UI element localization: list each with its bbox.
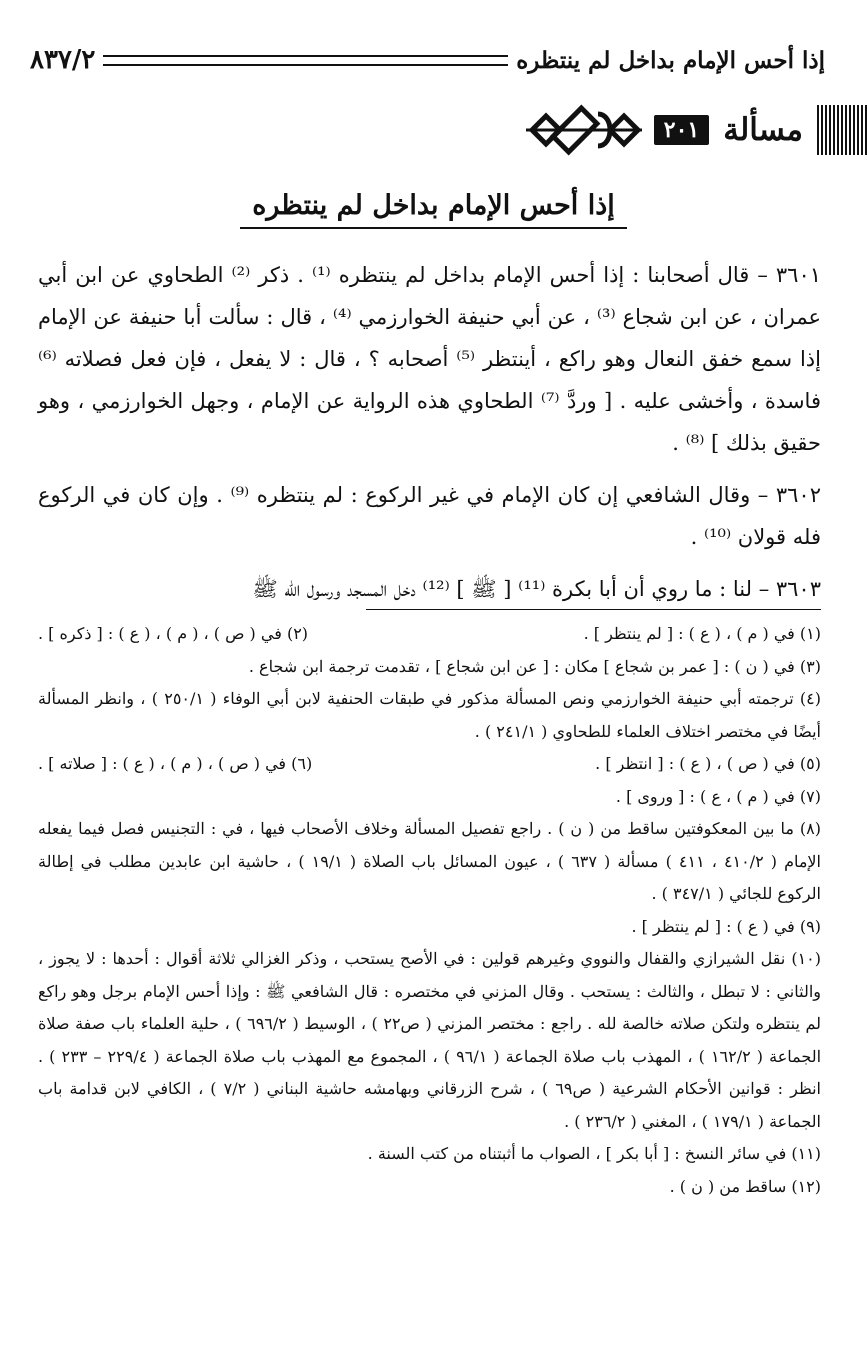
footnote-3: (٣) في ( ن ) : [ عمر بن شجاع ] مكان : [ عن ابن شجاع ] ، تقدمت ترجمة ابن شجاع . (248, 656, 821, 676)
footnote-row (38, 618, 821, 651)
section-banner (505, 100, 867, 160)
footnote-5: (٥) في ( ص ) ، ( ع ) : [ انتظر ] . (595, 754, 821, 773)
hatch-ornament-icon (817, 105, 867, 155)
footnotes (38, 618, 821, 1203)
footnote-1: (١) في ( م ) ، ( ع ) : [ لم ينتظر ] . (583, 624, 821, 643)
chapter-title (0, 190, 867, 229)
footnote-12: (١٢) ساقط من ( ن ) . (669, 1176, 821, 1196)
footnote-9: (٩) في ( ع ) : [ لم ينتظر ] . (631, 916, 821, 936)
paragraph-3602: ٣٦٠٢ – وقال الشافعي إن كان الإمام في غير الركوع : لم ينتظره ⁽⁹⁾ . وإن كان في الركوع فله قولان ⁽¹⁰⁾ . (38, 483, 821, 549)
interlace-ornament-icon (524, 102, 644, 158)
main-text (38, 254, 821, 620)
chapter-title-text: إذا أحس الإمام بداخل لم ينتظره (240, 190, 626, 229)
running-title: إذا أحس الإمام بداخل لم ينتظره (516, 46, 825, 74)
header-rule (103, 55, 508, 66)
footnote-11: (١١) في سائر النسخ : [ أبا بكر ] ، الصواب ما أثبتناه من كتب السنة . (367, 1144, 821, 1163)
footnote-4: (٤) ترجمته أبي حنيفة الخوارزمي ونص المسألة مذكور في طبقات الحنفية لابن أبي الوفاء ( ٢٥٠/١ ) ، وانظر المسألة أيضًا في مختصر اختلاف العلماء للطحاوي ( ٢٤١/١ ) . (38, 689, 822, 741)
running-header (30, 38, 825, 82)
footnote-separator (366, 609, 821, 610)
banner-label: مسألة (723, 112, 803, 148)
footnote-10: (١٠) نقل الشيرازي والقفال والنووي وغيرهم قولين : في الأصح يستحب ، وذكر الغزالي ثلاثة أقوال : أحدها : لا يجوز ، والثاني : لا تبطل ، والثالث : يستحب . وقال المزني في مختصره : قال الشافعي ﷺ : وإذا أحس الإمام برجل وهو راكع لم ينتظره ولتكن صلاته خالصة لله . راجع : مختصر المزني ( ص٢٢ ) ، الوسيط ( ٦٩٦/٢ ) ، حلية العلماء باب صفة صلاة الجماعة ( ١٦٢/٢ ) ، المهذب باب صلاة الجماعة ( ٩٦/١ ) ، المجموع مع المهذب باب صلاة الجماعة ( ٢٢٩/٤ – ٢٣٣ ) . انظر : قوانين الأحكام الشرعية ( ص٦٩ ) ، شرح الزرقاني وبهامشه حاشية البناني ( ٧/٢ ) ، الكافي لابن قدامة باب الجماعة ( ١٧٩/١ ) ، المغني ( ٢٣٦/٢ ) . (38, 949, 822, 1131)
paragraph-3603: ٣٦٠٣ – لنا : ما روي أن أبا بكرة ⁽¹¹⁾ [ ﷺ ] ⁽¹²⁾ دخل المسجد ورسول الله ﷺ (252, 577, 821, 601)
banner-number: ٢٠١ (654, 115, 709, 145)
footnote-6: (٦) في ( ص ) ، ( م ) ، ( ع ) : [ صلاته ] . (38, 754, 313, 773)
footnote-row (38, 748, 821, 781)
footnote-2: (٢) في ( ص ) ، ( م ) ، ( ع ) : [ ذكره ] . (38, 624, 309, 643)
footnote-8: (٨) ما بين المعكوفتين ساقط من ( ن ) . راجع تفصيل المسألة وخلاف الأصحاب فيها ، في : التجنيس فصل فيما يفعله الإمام ( ٤١٠/٢ ، ٤١١ ) مسألة ( ٦٣٧ ) ، عيون المسائل باب الصلاة ( ١٩/١ ) ، حاشية ابن عابدين مطلب في إطالة الركوع للجائي ( ٣٤٧/١ ) . (38, 819, 822, 903)
page-number: ٨٣٧/٢ (30, 45, 96, 75)
paragraph-3601: ٣٦٠١ – قال أصحابنا : إذا أحس الإمام بداخل لم ينتظره ⁽¹⁾ . ذكر ⁽²⁾ الطحاوي عن ابن أبي عمران ، عن ابن شجاع ⁽³⁾ ، عن أبي حنيفة الخوارزمي ⁽⁴⁾ ، قال : سألت أبا حنيفة عن الإمام إذا سمع خفق النعال وهو راكع ، أينتظر ⁽⁵⁾ أصحابه ؟ ، قال : لا يفعل ، فإن فعل فصلاته ⁽⁶⁾ فاسدة ، وأخشى عليه . [ وردَّ ⁽⁷⁾ الطحاوي هذه الرواية عن الإمام ، وجهل الخوارزمي ، وهو حقيق بذلك ] ⁽⁸⁾ . (38, 263, 822, 455)
footnote-7: (٧) في ( م ) ، ع ) : [ وروى ] . (615, 786, 821, 806)
